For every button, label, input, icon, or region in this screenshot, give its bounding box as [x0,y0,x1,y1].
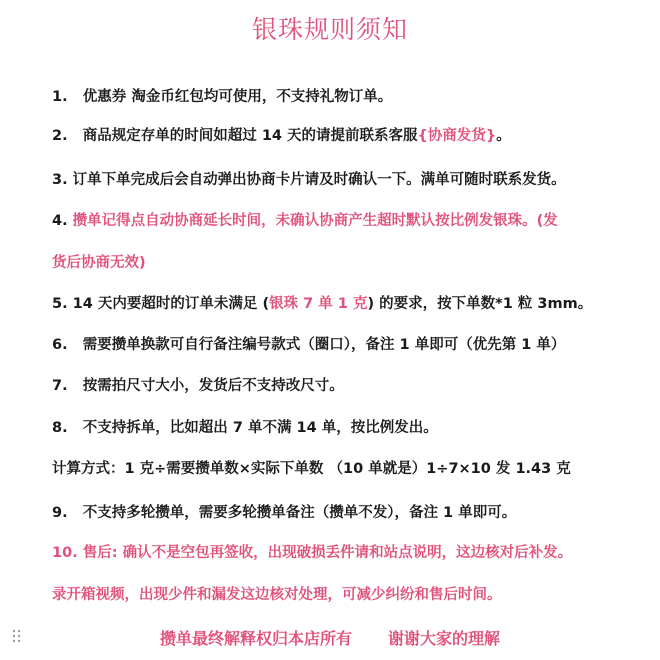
rule-text-end: ) 的要求，按下单数*1 粒 3mm。 [367,296,593,312]
rule-text-line1: 攒单记得点自动协商延长时间，未确认协商产生超时默认按比例发银珠。(发 [72,213,558,229]
rule-number: 2. [52,128,68,144]
rule-text: 优惠券 淘金币红包均可使用，不支持礼物订单。 [82,89,393,105]
rule-5 [52,293,592,315]
rule-text-end: 。 [496,128,511,144]
rule-text-line2: 录开箱视频，出现少件和漏发这边核对处理，可减少纠纷和售后时间。 [52,587,502,603]
rule-number: 4. [52,213,68,229]
rule-number: 7. [52,378,68,394]
rule-highlight: {协商发货} [417,128,497,144]
rule-text: 不支持拆单，比如超出 7 单不满 14 单，按比例发出。 [82,420,438,436]
rule-6 [52,334,565,356]
rule-9 [52,502,516,524]
rule-text: 订单下单完成后会自动弹出协商卡片请及时确认一下。满单可随时联系发货。 [72,172,566,188]
rule-8 [52,417,438,439]
rule-4 [52,210,558,232]
rule-number: 9. [52,505,68,521]
rule-number: 8. [52,420,68,436]
rule-10-cont [52,584,502,606]
rule-number: 6. [52,337,68,353]
rule-number: 10. [52,545,78,561]
rule-text: 需要攒单换款可自行备注编号款式（圈口），备注 1 单即可（优先第 1 单） [82,337,566,353]
rule-number: 1. [52,89,68,105]
rule-2 [52,125,511,147]
rule-highlight: 银珠 7 单 1 克 [269,296,368,312]
footer [0,626,660,649]
rule-text: 14 天内要超时的订单未满足 ( [72,296,270,312]
calculation-note [52,458,571,480]
rule-label: 售后: [82,545,118,561]
rule-text: 按需拍尺寸大小，发货后不支持改尺寸。 [82,378,344,394]
rule-number: 3. [52,172,68,188]
rule-10 [52,542,572,564]
calculation-text: 计算方式：1 克÷需要攒单数×实际下单数 （10 单就是）1÷7×10 发 1.43 克 [52,461,571,477]
rule-text: 不支持多轮攒单，需要多轮攒单备注（攒单不发），备注 1 单即可。 [82,505,517,521]
rule-3 [52,169,566,191]
rule-text-line2: 货后协商无效) [52,255,146,271]
rule-7 [52,375,344,397]
rule-text-line1: 确认不是空包再签收，出现破损丢件请和站点说明，这边核对后补发。 [122,545,573,561]
footer-right: 谢谢大家的理解 [388,629,501,648]
rule-1 [52,86,392,108]
rule-number: 5. [52,296,68,312]
rule-4-cont [52,252,146,274]
rule-text: 商品规定存单的时间如超过 14 天的请提前联系客服 [82,128,418,144]
page-title: 银珠规则须知 [251,15,408,44]
footer-left: 攒单最终解释权归本店所有 [159,629,352,648]
